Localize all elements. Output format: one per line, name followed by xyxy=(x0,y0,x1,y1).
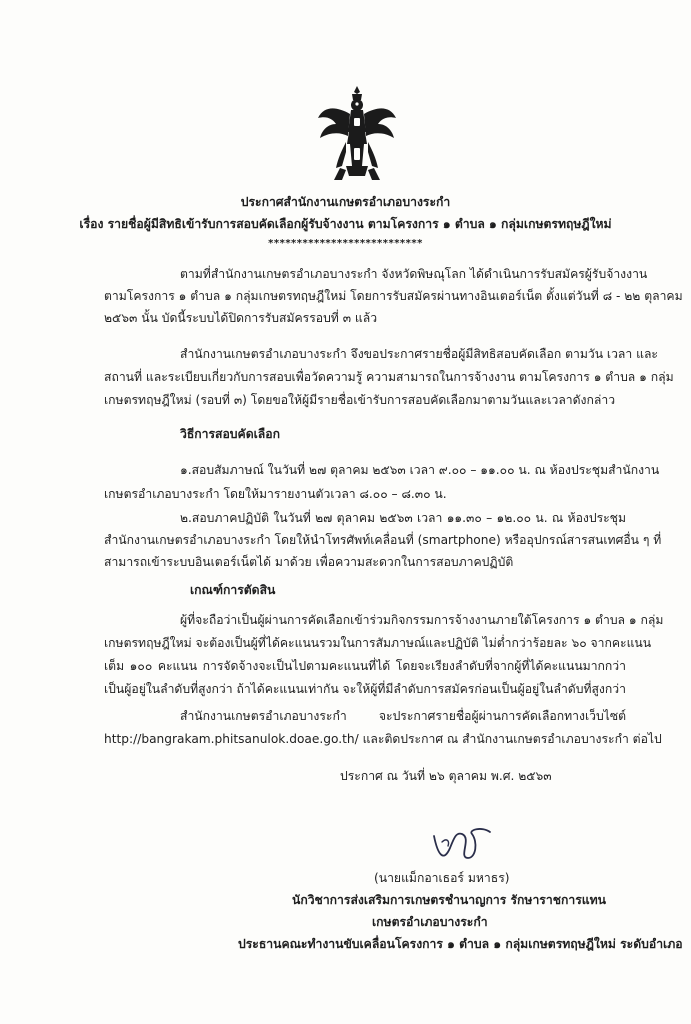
signer-position-2: เกษตรอำเภอบางระกำ xyxy=(372,915,488,929)
criteria-line-2: เกษตรทฤษฎีใหม่ จะต้องเป็นผู้ที่ได้คะแนนรวมในการสัมภาษณ์และปฏิบัติ ไม่ต่ำกว่าร้อยละ ๖๐ จากคะแนน xyxy=(104,636,652,650)
method-item-1-line-2: เกษตรอำเภอบางระกำ โดยให้มารายงานตัวเวลา ๘.๐๐ – ๘.๓๐ น. xyxy=(104,487,447,501)
criteria-line-3: เต็ม ๑๐๐ คะแนน การจัดจ้างจะเป็นไปตามคะแนนที่ได้ โดยจะเรียงลำดับที่จากผู้ที่ได้คะแนนมากกว่า xyxy=(104,659,626,673)
method-item-2-line-3: สามารถเข้าระบบอินเตอร์เน็ตได้ มาด้วย เพื่อความสะดวกในการสอบภาคปฏิบัติ xyxy=(104,555,514,569)
signer-position-1: นักวิชาการส่งเสริมการเกษตรชำนาญการ รักษาราชการแทน xyxy=(292,893,606,907)
signer-name: (นายแม็กอาเธอร์ มหาธร) xyxy=(374,871,510,885)
announcement-date: ประกาศ ณ วันที่ ๒๖ ตุลาคม พ.ศ. ๒๕๖๓ xyxy=(340,769,552,783)
garuda-emblem-icon xyxy=(316,84,398,184)
method-item-2-line-1: ๒.สอบภาคปฏิบัติ ในวันที่ ๒๗ ตุลาคม ๒๕๖๓ เวลา ๑๑.๓๐ – ๑๒.๐๐ น. ณ ห้องประชุม xyxy=(180,511,626,525)
announce-line-2: http://bangrakam.phitsanulok.doae.go.th/ และติดประกาศ ณ สำนักงานเกษตรอำเภอบางระกำ ต่อไป xyxy=(104,732,662,746)
method-item-2-line-2: สำนักงานเกษตรอำเภอบางระกำ โดยให้นำโทรศัพท์เคลื่อนที่ (smartphone) หรืออุปกรณ์สารสนเทศอื่น ๆ ที่ xyxy=(104,533,662,547)
signature-image xyxy=(428,822,494,868)
method-item-1-line-1: ๑.สอบสัมภาษณ์ ในวันที่ ๒๗ ตุลาคม ๒๕๖๓ เวลา ๙.๐๐ – ๑๑.๐๐ น. ณ ห้องประชุมสำนักงาน xyxy=(180,463,660,477)
announcement-subject: เรื่อง รายชื่อผู้มีสิทธิเข้ารับการสอบคัดเลือกผู้รับจ้างงาน ตามโครงการ ๑ ตำบล ๑ กลุ่มเกษตรทฤษฎีใหม่ xyxy=(79,217,612,231)
paragraph-1-line-1: ตามที่สำนักงานเกษตรอำเภอบางระกำ จังหวัดพิษณุโลก ได้ดำเนินการรับสมัครผู้รับจ้างงาน xyxy=(180,267,648,281)
criteria-line-4: เป็นผู้อยู่ในลำดับที่สูงกว่า ถ้าได้คะแนนเท่ากัน จะให้ผู้ที่มีลำดับการสมัครก่อนเป็นผู้อยู่ในลำดับที่สูงกว่า xyxy=(104,682,626,696)
paragraph-2-line-3: เกษตรทฤษฎีใหม่ (รอบที่ ๓) โดยขอให้ผู้มีรายชื่อเข้ารับการสอบคัดเลือกมาตามวันและเวลาดังกล่าว xyxy=(104,393,616,407)
method-heading: วิธีการสอบคัดเลือก xyxy=(180,427,280,441)
criteria-heading: เกณฑ์การตัดสิน xyxy=(190,583,276,597)
paragraph-2-line-2: สถานที่ และระเบียบเกี่ยวกับการสอบเพื่อวัดความรู้ ความสามารถในการจ้างงาน ตามโครงการ ๑ ตำบล ๑ กลุ่ม xyxy=(104,370,674,384)
paragraph-1-line-3: ๒๕๖๓ นั้น บัดนี้ระบบได้ปิดการรับสมัครรอบที่ ๓ แล้ว xyxy=(104,311,378,325)
announcement-title: ประกาศสำนักงานเกษตรอำเภอบางระกำ xyxy=(240,195,451,209)
announce-line-1: สำนักงานเกษตรอำเภอบางระกำ จะประกาศรายชื่อผู้ผ่านการคัดเลือกทางเว็บไซต์ xyxy=(180,709,626,723)
paragraph-1-line-2: ตามโครงการ ๑ ตำบล ๑ กลุ่มเกษตรทฤษฎีใหม่ โดยการรับสมัครผ่านทางอินเตอร์เน็ต ตั้งแต่วันที่ ๘ - ๒๒ ตุลาคม xyxy=(104,289,683,303)
signer-position-3: ประธานคณะทำงานขับเคลื่อนโครงการ ๑ ตำบล ๑ กลุ่มเกษตรทฤษฎีใหม่ ระดับอำเภอ xyxy=(238,937,683,951)
criteria-line-1: ผู้ที่จะถือว่าเป็นผู้ผ่านการคัดเลือกเข้าร่วมกิจกรรมการจ้างงานภายใต้โครงการ ๑ ตำบล ๑ กลุ่ม xyxy=(180,613,664,627)
header-separator: *************************** xyxy=(268,238,423,249)
paragraph-2-line-1: สำนักงานเกษตรอำเภอบางระกำ จึงขอประกาศรายชื่อผู้มีสิทธิสอบคัดเลือก ตามวัน เวลา และ xyxy=(180,347,658,361)
